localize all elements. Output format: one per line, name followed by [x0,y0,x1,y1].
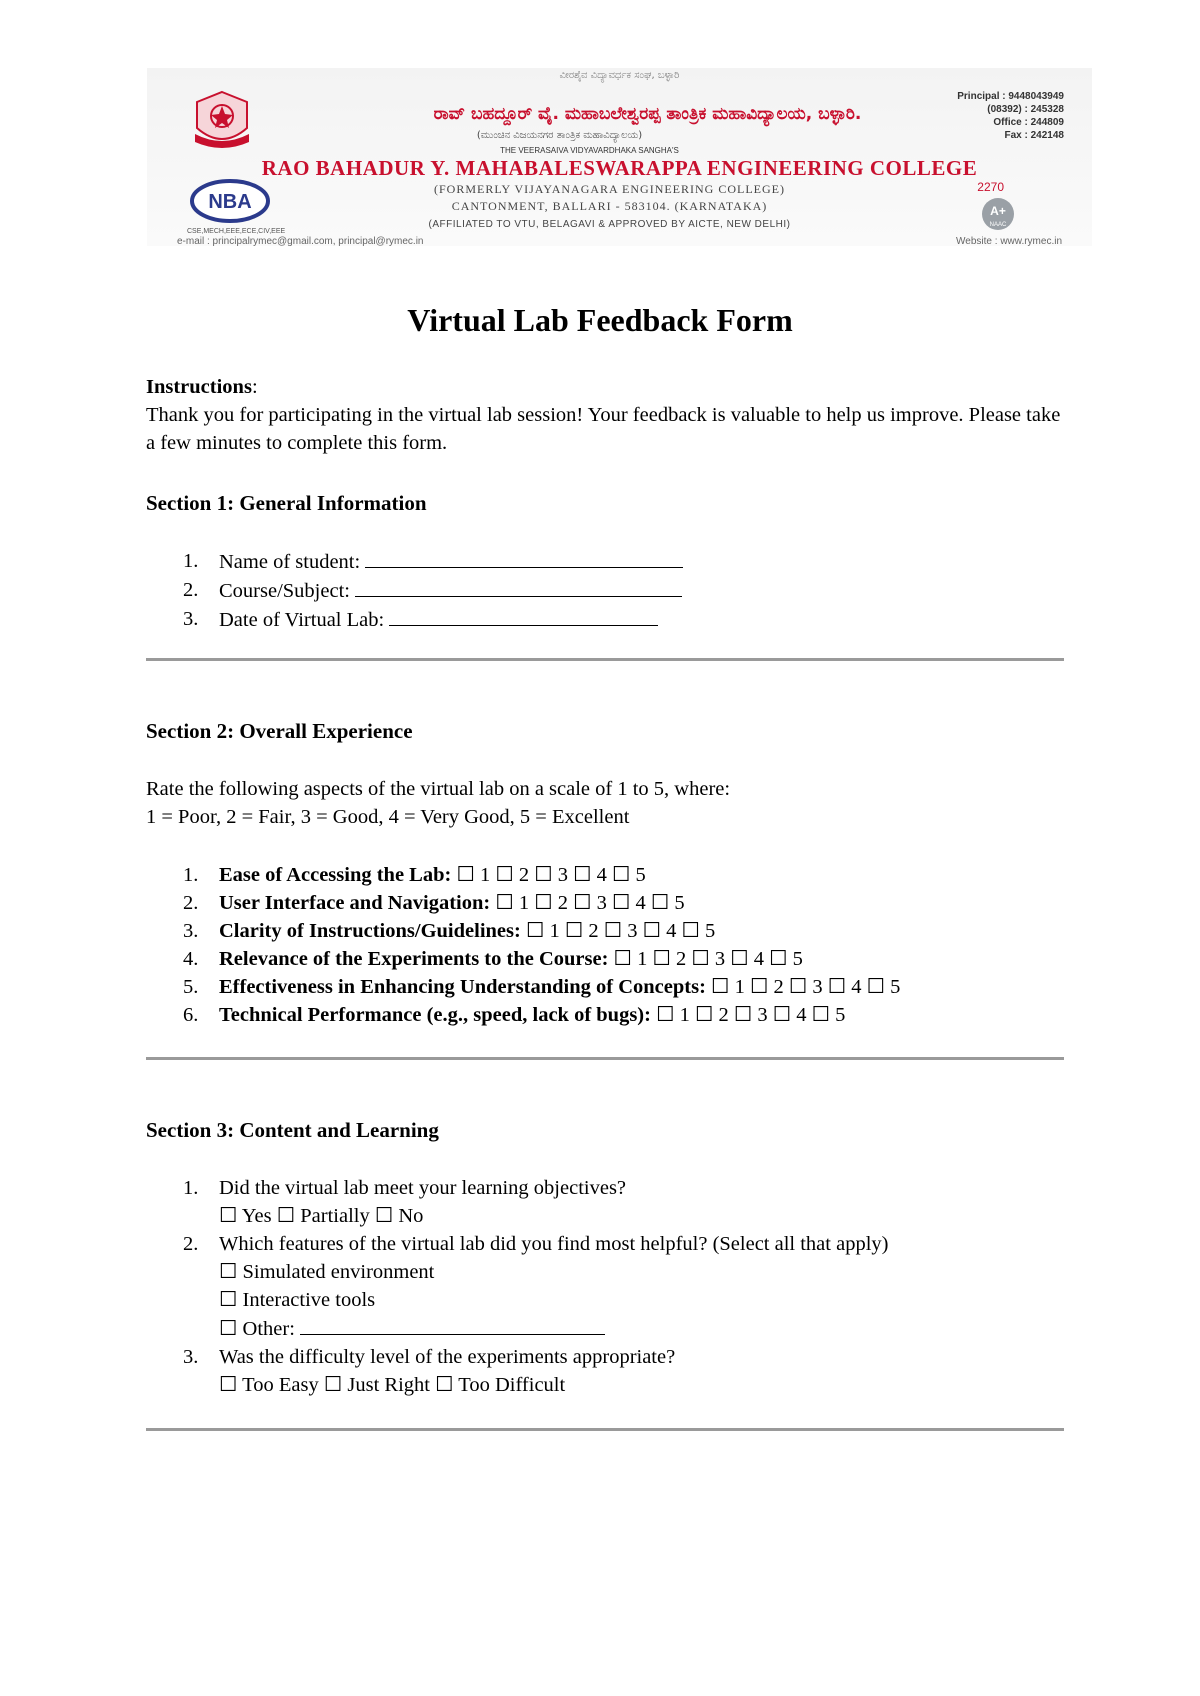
section-3-list [146,1174,1066,1399]
rating-row [146,889,1066,917]
nba-caption: CSE,MECH,EEE,ECE,CIV,EEE [187,228,286,235]
rating-option-label: 3 [557,864,568,886]
rating-option-label: 4 [635,892,646,914]
rating-option[interactable] [711,976,745,998]
rating-option-label: 3 [596,892,607,914]
rating-option[interactable] [495,892,529,914]
rating-question: Relevance of the Experiments to the Course: [219,948,609,970]
rating-option[interactable] [534,864,568,886]
option-label: Partially [300,1205,370,1227]
rating-option[interactable] [652,948,686,970]
section-2-list [146,861,1066,1029]
rating-row [146,1001,1066,1029]
checkbox-icon[interactable]: ☐ [219,1205,238,1227]
rating-option-label: 1 [637,948,648,970]
std-phone: (08392) : 245328 [987,104,1064,115]
rating-option[interactable] [534,892,568,914]
checkbox-icon[interactable]: ☐ [652,948,671,970]
rating-option-label: 2 [773,976,784,998]
instructions-colon: : [251,376,258,398]
checkbox-icon[interactable]: ☐ [219,1374,238,1396]
rating-option[interactable] [565,920,599,942]
section-1-heading: Section 1: General Information [146,491,427,515]
section-1-list [146,547,1066,634]
other-field[interactable] [300,1314,605,1335]
option-label: Yes [241,1205,272,1227]
checkbox-icon[interactable]: ☐ [219,1261,238,1283]
checkbox-icon[interactable]: ☐ [219,1289,238,1311]
item-number: 6. [183,1004,199,1026]
question-text: Did the virtual lab meet your learning objectives? [219,1177,627,1199]
naac-grade: A+ [990,204,1006,218]
rating-option-label: 5 [792,948,803,970]
rating-option[interactable] [750,976,784,998]
checkbox-icon[interactable]: ☐ [656,1004,675,1026]
rating-option-label: 5 [705,920,716,942]
checkbox-icon[interactable]: ☐ [769,948,788,970]
section-divider [146,1057,1064,1060]
option-label: Too Easy [242,1374,319,1396]
option-interactive-tools[interactable] [219,1289,375,1311]
checkbox-icon[interactable]: ☐ [564,920,584,942]
checkbox-icon[interactable]: ☐ [612,864,631,886]
item-number: 1. [183,550,199,572]
checkbox-icon[interactable]: ☐ [573,864,592,886]
item-number: 4. [183,948,199,970]
rating-row [146,945,1066,973]
rating-option-label: 1 [549,920,560,942]
item-number: 1. [183,864,199,886]
student-name-field[interactable] [365,547,683,568]
checkbox-icon[interactable]: ☐ [495,892,514,914]
rating-option-label: 5 [635,864,646,886]
instructions-label: Instructions [146,376,252,398]
checkbox-icon[interactable]: ☐ [534,864,553,886]
rating-option-label: 1 [518,892,530,914]
affiliation-note: (AFFILIATED TO VTU, BELAGAVI & APPROVED BY AICTE, NEW DELHI) [428,219,791,230]
course-subject-field[interactable] [355,576,682,597]
college-name-kannada: ರಾವ್ ಬಹದ್ದೂರ್ ವೈ. ಮಹಾಬಲೇಶ್ವರಪ್ಪ ತಾಂತ್ರಿಕ ಮಹಾವಿದ್ಯಾಲಯ, ಬಳ್ಳಾರಿ. [433,104,862,124]
form-title: Virtual Lab Feedback Form [407,302,793,338]
rating-option[interactable] [695,1004,729,1026]
rating-option[interactable] [614,948,648,970]
former-name-kannada: (ಮುಂಚಿನ ವಿಜಯನಗರ ತಾಂತ್ರಿಕ ಮಹಾವಿದ್ಯಾಲಯ) [476,130,643,141]
checkbox-icon[interactable]: ☐ [691,948,710,970]
checkbox-icon[interactable]: ☐ [374,1205,394,1227]
college-email: e-mail : principalrymec@gmail.com, principal@rymec.in [177,236,424,247]
rating-option[interactable] [828,976,862,998]
list-item [146,576,1066,605]
list-item [146,605,1066,634]
rating-option-label: 3 [757,1004,768,1026]
rating-question: Clarity of Instructions/Guidelines: [219,920,521,942]
option-label: Interactive tools [242,1289,376,1311]
nba-label: NBA [208,191,252,213]
section-1 [146,489,1066,517]
section-divider [146,658,1064,661]
society-name: THE VEERASAIVA VIDYAVARDHAKA SANGHA'S [500,146,679,155]
checkbox-icon[interactable]: ☐ [866,976,885,998]
letterhead-footer [147,236,1092,250]
rating-question: Effectiveness in Enhancing Understanding of Concepts: [219,976,706,998]
checkbox-icon[interactable]: ☐ [219,1318,238,1340]
checkbox-icon[interactable]: ☐ [772,1004,792,1026]
instructions-text: Thank you for participating in the virtual lab session! Your feedback is valuable to help us improve. Please take a few minutes to complete this form. [146,404,1061,454]
option-label: Too Difficult [458,1374,566,1396]
letterhead [147,68,1092,246]
option-label: Simulated environment [242,1261,435,1283]
checkbox-icon[interactable]: ☐ [642,920,662,942]
item-number: 2. [183,892,199,914]
rating-option-label: 4 [666,920,677,942]
rating-option-label: 4 [596,864,607,886]
list-item [146,1174,1066,1230]
rating-option-label: 2 [588,920,599,942]
checkbox-icon[interactable]: ☐ [749,976,769,998]
option-other[interactable] [219,1318,605,1340]
rating-option-label: 1 [734,976,745,998]
college-name: RAO BAHADUR Y. MAHABALESWARAPPA ENGINEERING COLLEGE [261,156,978,180]
rating-question: Ease of Accessing the Lab: [219,864,452,886]
question-text: Which features of the virtual lab did you find most helpful? (Select all that apply) [219,1233,889,1255]
rating-option[interactable] [691,948,725,970]
instructions-block [146,373,1066,457]
item-number: 2. [183,579,199,601]
principal-phone: Principal : 9448043949 [957,91,1064,102]
rating-option[interactable] [769,948,803,970]
checkbox-icon[interactable]: ☐ [603,920,623,942]
rating-option-label: 2 [718,1004,729,1026]
checkbox-icon[interactable]: ☐ [811,1004,831,1026]
section-3 [146,1116,1066,1144]
rating-option[interactable] [526,920,560,942]
rating-option-label: 5 [674,892,685,914]
question-text: Was the difficulty level of the experiments appropriate? [219,1346,676,1368]
section-3-heading: Section 3: Content and Learning [146,1118,439,1142]
rating-option-label: 2 [675,948,687,970]
lab-date-label: Date of Virtual Lab: [219,609,385,631]
rating-scale: 1 = Poor, 2 = Fair, 3 = Good, 4 = Very Good, 5 = Excellent [146,806,630,828]
option-simulated-environment[interactable] [219,1261,434,1283]
rating-option-label: 5 [835,1004,846,1026]
naac-label: NAAC [989,222,1007,228]
college-address: CANTONMENT, BALLARI - 583104. (KARNATAKA) [451,199,768,213]
rating-option[interactable] [812,1004,846,1026]
rating-option-label: 1 [679,1004,690,1026]
checkbox-icon[interactable]: ☐ [534,892,553,914]
rating-option[interactable] [573,864,607,886]
item-number: 1. [183,1177,199,1199]
option-label: Just Right [347,1374,430,1396]
rating-option-label: 5 [890,976,901,998]
rating-option[interactable] [651,892,685,914]
checkbox-icon[interactable]: ☐ [495,864,514,886]
college-website: Website : www.rymec.in [956,236,1062,247]
list-item [146,1230,1066,1343]
rating-option[interactable] [682,920,716,942]
rating-option[interactable] [656,1004,690,1026]
checkbox-icon[interactable]: ☐ [456,864,475,886]
item-number: 3. [183,1346,199,1368]
checkbox-icon[interactable]: ☐ [612,892,631,914]
fax-number: Fax : 242148 [1004,130,1064,141]
list-item [146,1343,1066,1399]
college-code: 2270 [977,180,1004,194]
checkbox-icon[interactable]: ☐ [435,1374,454,1396]
checkbox-icon[interactable]: ☐ [681,920,700,942]
rating-row [146,917,1066,945]
rating-option[interactable] [730,948,764,970]
rating-option-label: 3 [627,920,638,942]
checkbox-icon[interactable]: ☐ [711,976,730,998]
checkbox-icon[interactable]: ☐ [323,1374,343,1396]
rating-row [146,973,1066,1001]
rating-option[interactable] [612,864,646,886]
rating-option[interactable] [867,976,901,998]
rating-option-label: 2 [518,864,530,886]
sangha-kannada: ವೀರಶೈವ ವಿದ್ಯಾವರ್ಧಕ ಸಂಘ, ಬಳ್ಳಾರಿ [559,70,680,81]
list-item [146,547,1066,576]
rating-option-label: 1 [479,864,491,886]
option-no[interactable] [375,1205,424,1227]
checkbox-icon[interactable]: ☐ [650,892,670,914]
checkbox-icon[interactable]: ☐ [276,1205,296,1227]
checkbox-icon[interactable]: ☐ [613,948,632,970]
checkbox-icon[interactable]: ☐ [788,976,808,998]
rating-row [146,861,1066,889]
rating-intro: Rate the following aspects of the virtual lab on a scale of 1 to 5, where: [146,778,731,800]
nba-logo-icon [189,178,271,224]
course-subject-label: Course/Subject: [219,580,350,602]
option-just-right[interactable] [324,1374,430,1396]
section-2 [146,717,1066,745]
rating-option-label: 2 [557,892,568,914]
option-partially[interactable] [277,1205,370,1227]
rating-option[interactable] [789,976,823,998]
formerly-name: (FORMERLY VIJAYANAGARA ENGINEERING COLLEGE) [433,182,785,196]
rating-question: Technical Performance (e.g., speed, lack of bugs): [219,1004,651,1026]
checkbox-icon[interactable]: ☐ [733,1004,753,1026]
item-number: 3. [183,608,199,630]
option-label: Other: [242,1318,295,1340]
option-too-easy[interactable] [219,1374,319,1396]
rating-option[interactable] [456,864,490,886]
lab-date-field[interactable] [389,605,658,626]
rating-option[interactable] [734,1004,768,1026]
rating-option[interactable] [604,920,638,942]
rating-option-label: 4 [796,1004,807,1026]
rating-option[interactable] [573,892,607,914]
item-number: 2. [183,1233,199,1255]
item-number: 5. [183,976,199,998]
option-too-difficult[interactable] [435,1374,565,1396]
naac-badge-icon [980,196,1016,232]
rating-option-label: 4 [753,948,764,970]
rating-option-label: 4 [851,976,862,998]
checkbox-icon[interactable]: ☐ [730,948,749,970]
section-2-heading: Section 2: Overall Experience [146,719,413,743]
option-label: No [398,1205,424,1227]
item-number: 3. [183,920,199,942]
checkbox-icon[interactable]: ☐ [827,976,847,998]
student-name-label: Name of student: [219,551,361,573]
contact-block [957,90,1064,142]
rating-option[interactable] [643,920,677,942]
checkbox-icon[interactable]: ☐ [694,1004,714,1026]
rating-option[interactable] [612,892,646,914]
checkbox-icon[interactable]: ☐ [525,920,545,942]
office-phone: Office : 244809 [993,117,1064,128]
rating-option-label: 3 [714,948,726,970]
rating-option[interactable] [495,864,529,886]
option-yes[interactable] [219,1205,272,1227]
section-2-intro [146,775,1066,831]
rating-question: User Interface and Navigation: [219,892,491,914]
rating-option-label: 3 [812,976,823,998]
checkbox-icon[interactable]: ☐ [573,892,592,914]
section-divider [146,1428,1064,1431]
rating-option[interactable] [773,1004,807,1026]
